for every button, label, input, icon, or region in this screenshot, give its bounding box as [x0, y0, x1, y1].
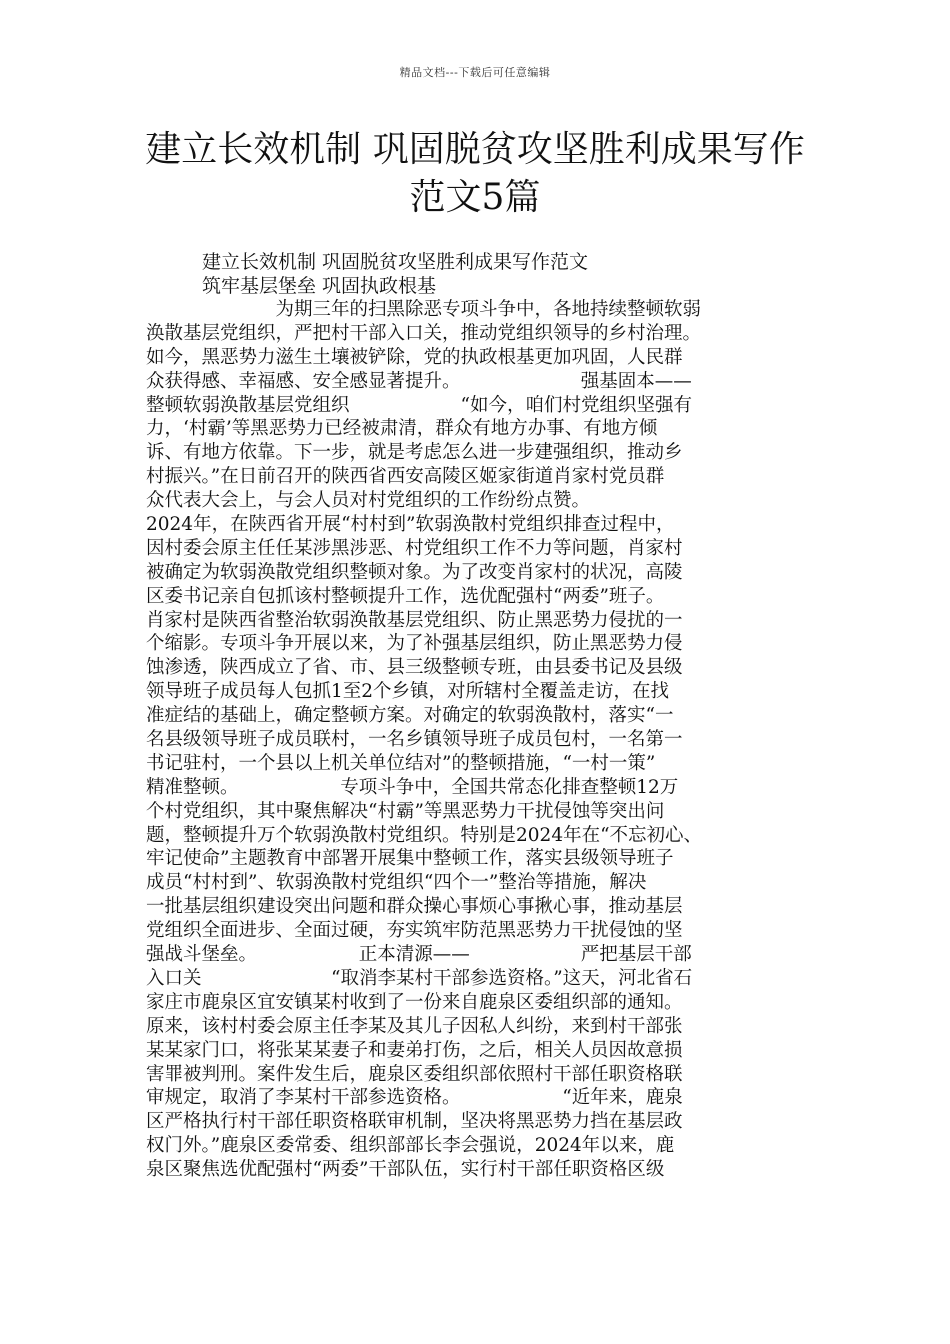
body-line: 为期三年的扫黑除恶专项斗争中，各地持续整顿软弱 [146, 299, 702, 320]
body-line: 个缩影。专项斗争开展以来，为了补强基层组织，防止黑恶势力侵 [146, 633, 683, 655]
body-line: 整顿软弱涣散基层党组织 “如今，咱们村党组织坚强有 [146, 394, 692, 416]
body-line: 众代表大会上，与会人员对村党组织的工作纷纷点赞。 [146, 490, 591, 512]
title-line-1: 建立长效机制 巩固脱贫攻坚胜利成果写作 [145, 129, 805, 170]
body-line: 害罪被判刑。案件发生后，鹿泉区委组织部依照村干部任职资格联 [146, 1063, 683, 1085]
header-note: 精品文档---下载后可任意编辑 [399, 66, 551, 79]
body-line: 牢记使命”主题教育中部署开展集中整顿工作，落实县级领导班子 [146, 848, 674, 870]
body-line: 区委书记亲自包抓该村整顿提升工作，选优配强村“两委”班子。 [146, 585, 665, 607]
body-line: 村振兴。”在日前召开的陕西省西安高陵区姬家街道肖家村党员群 [146, 466, 665, 488]
body-line: 泉区聚焦选优配强村“两委”干部队伍，实行村干部任职资格区级 [146, 1159, 665, 1181]
body-line: 精准整顿。 专项斗争中，全国共常态化排查整顿12万 [146, 776, 679, 798]
body-line: 涣散基层党组织，严把村干部入口关，推动党组织领导的乡村治理。 [146, 322, 702, 344]
body-line: 区严格执行村干部任职资格联审机制，坚决将黑恶势力挡在基层政 [146, 1111, 683, 1133]
title-line-2: 范文5篇 [409, 177, 541, 218]
body-line: 题，整顿提升万个软弱涣散村党组织。特别是2024年在“不忘初心、 [146, 824, 703, 846]
body-line: 成员“村村到”、软弱涣散村党组织“四个一”整治等措施，解决 [146, 872, 647, 894]
body-line: 蚀渗透，陕西成立了省、市、县三级整顿专班，由县委书记及县级 [146, 657, 683, 679]
body-line: 审规定，取消了李某村干部参选资格。 “近年来，鹿泉 [146, 1087, 683, 1109]
body-line: 一批基层组织建设突出问题和群众操心事烦心事揪心事，推动基层 [146, 896, 683, 918]
subtitle-main: 建立长效机制 巩固脱贫攻坚胜利成果写作范文 [202, 251, 589, 273]
body-line: 权门外。”鹿泉区委常委、组织部部长李会强说，2024年以来，鹿 [146, 1135, 675, 1157]
body-line: 某某家门口，将张某某妻子和妻弟打伤，之后，相关人员因故意损 [146, 1039, 683, 1061]
body-line: 因村委会原主任任某涉黑涉恶、村党组织工作不力等问题，肖家村 [146, 537, 683, 559]
document-title [120, 126, 830, 222]
body-line: 家庄市鹿泉区宜安镇某村收到了一份来自鹿泉区委组织部的通知。 [146, 991, 683, 1013]
body-line: 入口关 “取消李某村干部参选资格。”这天，河北省石 [146, 967, 693, 989]
body-line: 领导班子成员每人包抓1至2个乡镇，对所辖村全覆盖走访，在找 [146, 681, 670, 703]
body-line: 众获得感、幸福感、安全感显著提升。 强基固本—— [146, 370, 692, 392]
body-line: 如今，黑恶势力滋生土壤被铲除，党的执政根基更加巩固，人民群 [146, 346, 683, 368]
body-line: 名县级领导班子成员联村，一名乡镇领导班子成员包村，一名第一 [146, 729, 683, 751]
body-line: 2024年，在陕西省开展“村村到”软弱涣散村党组织排查过程中， [146, 514, 675, 536]
subtitle-section: 筑牢基层堡垒 巩固执政根基 [202, 275, 437, 297]
body-line: 原来，该村村委会原主任李某及其儿子因私人纠纷，来到村干部张 [146, 1015, 683, 1037]
body-line: 书记驻村，一个县以上机关单位结对”的整顿措施，“一村一策” [146, 752, 656, 774]
body-line: 肖家村是陕西省整治软弱涣散基层党组织、防止黑恶势力侵扰的一 [146, 609, 683, 631]
body-line: 诉、有地方依靠。下一步，就是考虑怎么进一步建强组织，推动乡 [146, 442, 683, 464]
body-line: 个村党组织，其中聚焦解决“村霸”等黑恶势力干扰侵蚀等突出问 [146, 800, 665, 822]
body-text [146, 298, 806, 1182]
body-line: 强战斗堡垒。 正本清源—— 严把基层干部 [146, 944, 692, 966]
body-line: 被确定为软弱涣散党组织整顿对象。为了改变肖家村的状况，高陵 [146, 561, 683, 583]
body-line: 力，‘村霸’等黑恶势力已经被肃清，群众有地方办事、有地方倾 [146, 418, 658, 440]
body-line: 党组织全面进步、全面过硬，夯实筑牢防范黑恶势力干扰侵蚀的坚 [146, 920, 683, 942]
body-line: 准症结的基础上，确定整顿方案。对确定的软弱涣散村，落实“一 [146, 705, 674, 727]
